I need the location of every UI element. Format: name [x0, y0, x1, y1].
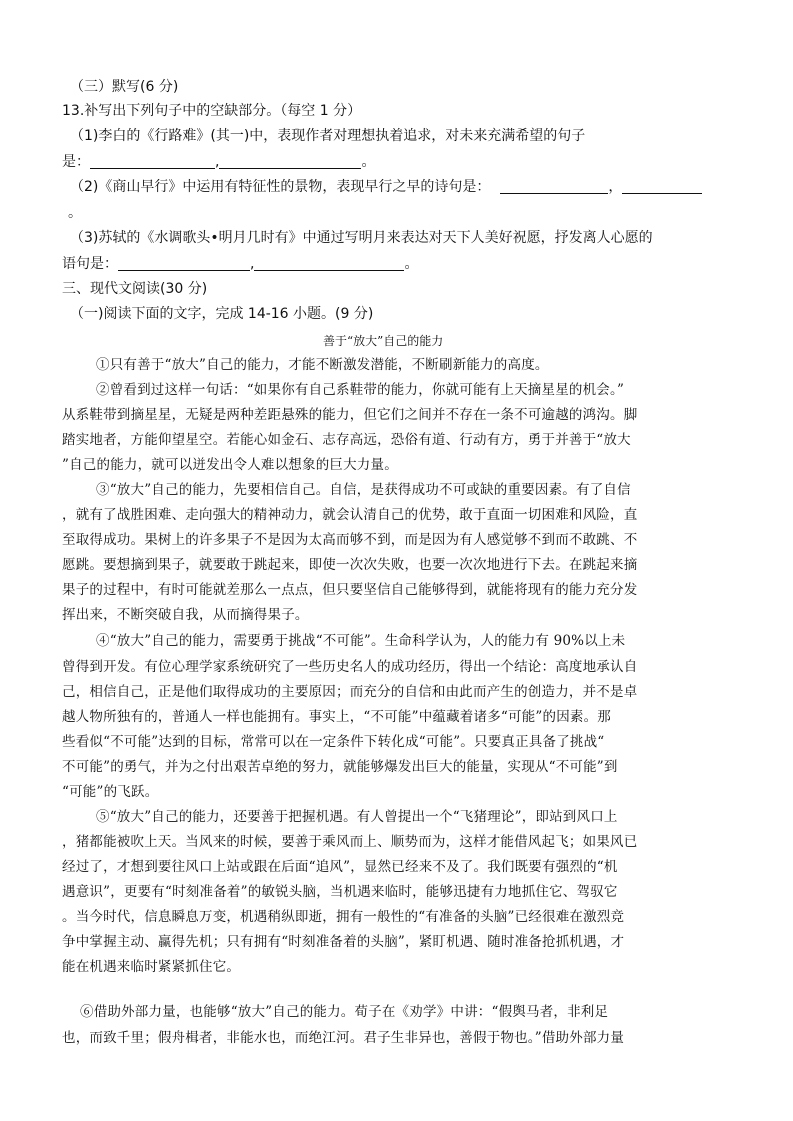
question-13-2-end: 。	[68, 205, 82, 221]
article-line: 争中掌握主动、赢得先机；只有拥有“时刻准备着的头脑”，紧盯机遇、随时准备抢抓机遇，才	[62, 934, 625, 950]
answer-blank[interactable]	[254, 256, 404, 271]
line-end: 。	[361, 154, 376, 170]
separator: ,	[215, 154, 220, 170]
answer-prefix: 语句是：	[62, 256, 118, 272]
article-line: 不可能”的勇气，并为之付出艰苦卓绝的努力，就能够爆发出巨大的能量，实现从“不可能”到	[62, 759, 618, 775]
article-line: 。当今时代，信息瞬息万变，机遇稍纵即逝，拥有一般性的“有准备的头脑”已经很难在激烈竞	[62, 909, 625, 925]
answer-blank[interactable]	[622, 179, 702, 194]
article-line: ③“放大”自己的能力，先要相信自己。自信，是获得成功不可或缺的重要因素。有了自信	[96, 482, 631, 498]
article-line: ，猪都能被吹上天。当风来的时候，要善于乘风而上、顺势而为，这样才能借风起飞；如果风已	[62, 834, 638, 850]
question-13-1-text: （1)李白的《行路难》(其一)中，表现作者对理想执着追求，对未来充满希望的句子	[70, 128, 586, 144]
separator: ，	[608, 179, 623, 195]
article-line: ⑥借助外部力量，也能够“放大”自己的能力。荀子在《劝学》中讲：“假舆马者，非利足	[80, 1004, 609, 1020]
question-13-2-line	[70, 178, 702, 196]
article-line: “可能”的飞跃。	[62, 784, 159, 800]
answer-blank[interactable]	[500, 179, 608, 194]
answer-blank[interactable]	[118, 256, 250, 271]
article-line: 从系鞋带到摘星星，无疑是两种差距悬殊的能力，但它们之间并不存在一条不可逾越的鸿沟。脚	[62, 407, 638, 423]
article-title: 善于“放大”自己的能力	[323, 334, 444, 348]
article-line: 至取得成功。果树上的许多果子不是因为太高而够不到，而是因为有人感觉够不到而不敢跳、不	[62, 532, 638, 548]
article-line: 愿跳。要想摘到果子，就要敢于跳起来，即使一次次失败，也要一次次地进行下去。在跳起来摘	[62, 557, 638, 573]
question-13-3-text: （3)苏轼的《水调歌头•明月几时有》中通过写明月来表达对天下人美好祝愿，抒发离人心愿的	[70, 230, 653, 246]
line-end: 。	[404, 256, 419, 272]
article-line: 些看似“不可能”达到的目标，常常可以在一定条件下转化成“可能”。只要真正具备了挑战“	[62, 734, 605, 750]
article-line: 己，相信自己，正是他们取得成功的主要原因；而充分的自信和由此而产生的创造力，并不是卓	[62, 684, 638, 700]
question-13-3-answer-line	[62, 255, 418, 273]
answer-prefix: 是：	[62, 154, 90, 170]
question-13-1-answer-line	[62, 153, 375, 171]
article-line: 挥出来，不断突破自我，从而摘得果子。	[62, 607, 309, 623]
section-heading-dictation: （三）默写(6 分)	[70, 79, 179, 95]
article-line: 越人物所独有的，普通人一样也能拥有。事实上，“不可能”中蕴藏着诸多“可能”的因素。那	[62, 709, 612, 725]
article-line: ”自己的能力，就可以迸发出令人难以想象的巨大力量。	[62, 457, 398, 473]
article-line: ，就有了战胜困难、走向强大的精神动力，就会认清自己的优势，敢于直面一切困难和风险，直	[62, 507, 638, 523]
reading-instruction: （一)阅读下面的文字，完成 14-16 小题。(9 分)	[70, 306, 374, 322]
article-line: ①只有善于“放大”自己的能力，才能不断激发潜能，不断刷新能力的高度。	[96, 357, 549, 373]
separator: ,	[250, 256, 255, 272]
article-line: ④“放大”自己的能力，需要勇于挑战“不可能”。生命科学认为，人的能力有 90%以上未	[96, 633, 626, 649]
question-13-stem: 13.补写出下列句子中的空缺部分。（每空 1 分）	[62, 103, 362, 119]
article-line: 曾得到开发。有位心理学家系统研究了一些历史名人的成功经历，得出一个结论：高度地承认自	[62, 659, 638, 675]
article-line: 果子的过程中，有时可能就差那么一点点，但只要坚信自己能够得到，就能将现有的能力充分发	[62, 582, 638, 598]
answer-blank[interactable]	[90, 154, 215, 169]
section-heading-reading: 三、现代文阅读(30 分)	[62, 281, 208, 297]
article-line: 也，而致千里；假舟楫者，非能水也，而绝江河。君子生非异也，善假于物也。”借助外部力量	[62, 1030, 625, 1046]
answer-blank[interactable]	[219, 154, 361, 169]
question-13-2-text: （2)《商山早行》中运用有特征性的景物，表现早行之早的诗句是：	[70, 179, 491, 195]
article-line: 能在机遇来临时紧紧抓住它。	[62, 959, 241, 975]
article-line: 踏实地者，方能仰望星空。若能心如金石、志存高远，恐俗有道、行动有方，勇于并善于“放大	[62, 432, 631, 448]
article-line: 遇意识”，更要有“时刻准备着”的敏锐头脑，当机遇来临时，能够迅捷有力地抓住它、驾驭它	[62, 884, 618, 900]
article-line: ②曾看到过这样一句话：“如果你有自己系鞋带的能力，你就可能有上天摘星星的机会。”	[96, 382, 625, 398]
article-line: ⑤“放大”自己的能力，还要善于把握机遇。有人曾提出一个“飞猪理论”，即站到风口上	[96, 809, 618, 825]
article-line: 经过了，才想到要往风口上站或跟在后面“追风”，显然已经来不及了。我们既要有强烈的“机	[62, 859, 618, 875]
